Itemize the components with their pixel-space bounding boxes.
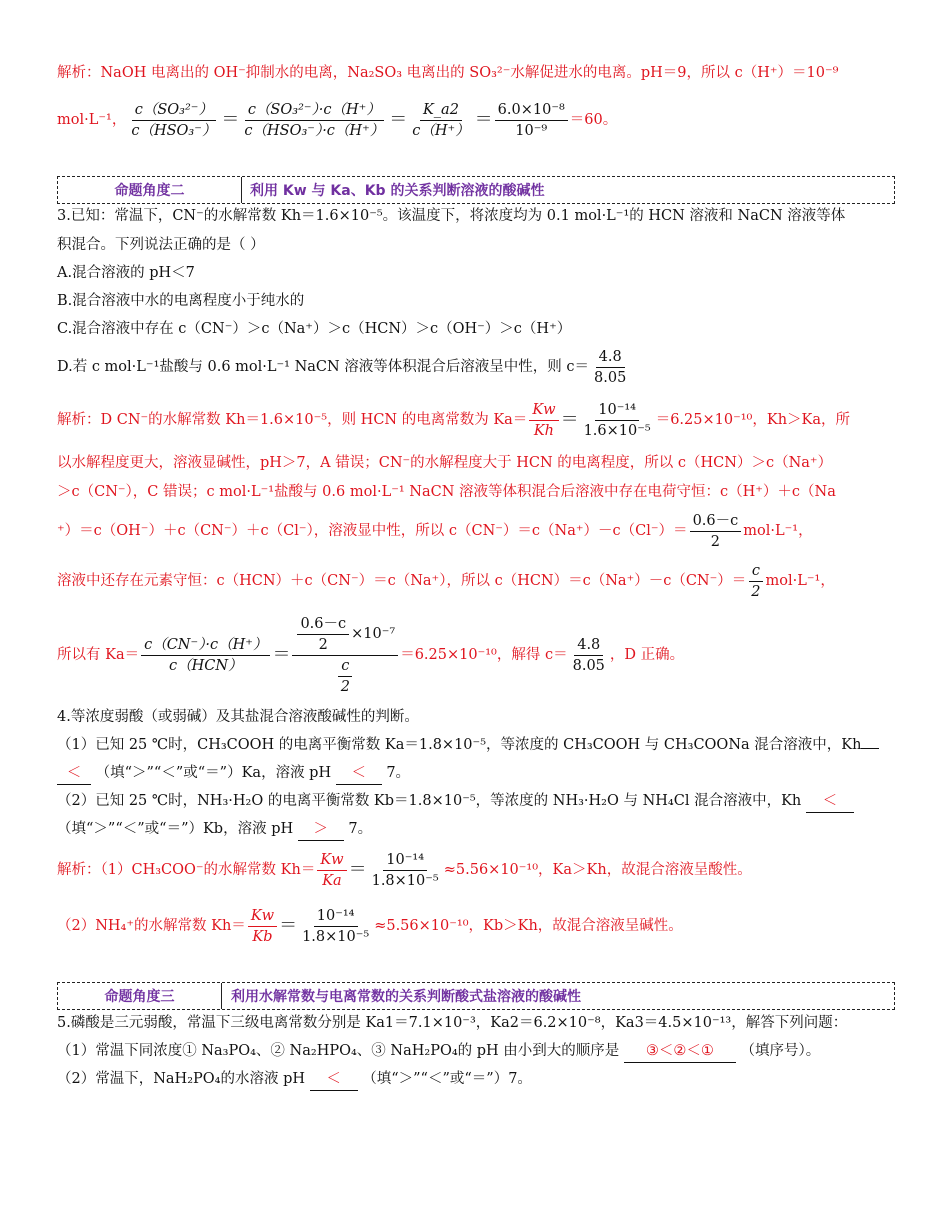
q4-part2-line1: （2）已知 25 ℃时，NH₃·H₂O 的电离平衡常数 Kb＝1.8×10⁻⁵，等浓度的 NH₃·H₂O 与 NH₄Cl 混合溶液中，Kh ＜ (57, 790, 895, 813)
fraction-06-c: $\frac{0.6-c}{2}$ (690, 511, 742, 552)
q4-stem: 4.等浓度弱酸（或弱碱）及其盐混合溶液酸碱性的判断。 (57, 709, 419, 725)
section-header-angle3 (57, 982, 895, 1010)
answer-blank[interactable]: ＜ (336, 762, 382, 785)
divider (241, 177, 242, 203)
fraction-kw-kh: $\frac{Kw}{Kh}$ (529, 400, 558, 441)
divider (221, 983, 222, 1009)
result-text: ＝60。 (569, 112, 618, 128)
q4-part2-line2: （填“＞”“＜”或“＝”）Kb，溶液 pH ＞ 7。 (57, 818, 895, 841)
fraction-values: $\frac{\text{10⁻¹⁴}}{\text{1.8×10⁻⁵}}$ (302, 907, 370, 945)
q3-analysis-line2: 以水解程度更大，溶液显碱性，pH＞7，A 错误；CN⁻的水解程度大于 HCN 的电离程度，所以 c（HCN）＞c（Na⁺） (57, 455, 833, 471)
q4-part1-line2: ＜ （填“＞”“＜”或“＝”）Ka，溶液 pH ＜ 7。 (57, 762, 895, 785)
fraction-values: $\frac{\text{10⁻¹⁴}}{\text{1.8×10⁻⁵}}$ (371, 851, 439, 889)
q3-analysis-line6: 所以有 Ka＝ $\frac{c(CN^-)\cdot c(H^+)}{\text{c（HCN）}}$ ＝ $\frac{0.6-c}{2}$ ×10⁻⁷ $\frac{c}{2}$ ＝6.25×10⁻¹⁰，解得 c＝ $\frac{4.8}{8.05}$ ，D 正确。 (57, 615, 685, 695)
answer-blank[interactable]: ＞ (298, 818, 344, 841)
answer-blank[interactable]: ③＜②＜① (624, 1040, 736, 1063)
fraction-values: $\frac{\text{10⁻¹⁴}}{\text{1.6×10⁻⁵}}$ (583, 401, 651, 439)
fraction-ka2: $\frac{K\_a2}{c(H^+)}$ (412, 101, 470, 139)
section-header-angle2 (57, 176, 895, 204)
section-tag: 命题角度二 (114, 183, 185, 199)
section-title: 利用 Kw 与 Ka、Kb 的关系判断溶液的酸碱性 (250, 183, 545, 199)
top-analysis-line1: 解析：NaOH 电离出的 OH⁻抑制水的电离，Na₂SO₃ 电离出的 SO₃²⁻水解促进水的电离。pH＝9，所以 c（H⁺）＝10⁻⁹ (57, 65, 839, 81)
q3-stem-line2: 积混合。下列说法正确的是（ ） (57, 237, 265, 253)
fraction-c-2: $\frac{c}{2}$ (748, 561, 763, 602)
answer-blank[interactable]: ＜ (806, 790, 854, 813)
answer-blank[interactable]: ＜ (310, 1068, 358, 1091)
answer-blank[interactable]: ＜ (57, 762, 91, 785)
q4-analysis-line1: 解析：（1）CH₃COO⁻的水解常数 Kh＝ $\frac{Kw}{Ka}$ ＝ $\frac{\text{10⁻¹⁴}}{\text{1.8×10⁻⁵}}$ ≈5.56×10⁻¹⁰，Ka＞Kh，故混合溶液呈酸性。 (57, 851, 752, 889)
section-tag: 命题角度三 (104, 989, 175, 1005)
q3-option-b: B.混合溶液中水的电离程度小于纯水的 (57, 293, 305, 309)
unit-text: mol·L⁻¹， (57, 112, 127, 128)
q3-analysis-line5: 溶液中还存在元素守恒：c（HCN）＋c（CN⁻）＝c（Na⁺），所以 c（HCN）＝c（Na⁺）－c（CN⁻）＝ $\frac{c}{2}$ mol·L⁻¹， (57, 562, 835, 600)
fraction-d: $\frac{4.8}{8.05}$ (594, 348, 627, 386)
fraction-so3-hso3: $\frac{\text{c（SO₃²⁻）}}{\text{c（HSO₃⁻）}}$ (131, 101, 217, 139)
q3-analysis-line4: ⁺）＝c（OH⁻）＋c（CN⁻）＋c（Cl⁻），溶液显中性，所以 c（CN⁻）＝c（Na⁺）－c（Cl⁻）＝ $\frac{0.6-c}{2}$ mol·L⁻¹， (57, 512, 813, 550)
q5-stem: 5.磷酸是三元弱酸，常温下三级电离常数分别是 Ka1＝7.1×10⁻³，Ka2＝6.2×10⁻⁸，Ka3＝4.5×10⁻¹³，解答下列问题： (57, 1015, 848, 1031)
q5-part2: （2）常温下，NaH₂PO₄的水溶液 pH ＜ （填“＞”“＜”或“＝”）7。 (57, 1068, 895, 1091)
fraction-expanded: $\frac{\text{c（SO₃²⁻）·c（H⁺）}}{\text{c（HSO₃⁻）·c（H⁺）}}$ (244, 101, 385, 139)
q5-part1: （1）常温下同浓度① Na₃PO₄、② Na₂HPO₄、③ NaH₂PO₄的 pH 由小到大的顺序是 ③＜②＜① （填序号）。 (57, 1040, 895, 1063)
top-analysis-line2: mol·L⁻¹， $\frac{\text{c（SO₃²⁻）}}{\text{c（HSO₃⁻）}}$ ＝ $\frac{\text{c（SO₃²⁻）·c（H⁺）}}{\text{c（HSO₃⁻）·c（H⁺）}}$ ＝ $\frac{K\_a2}{c(H^+)}$ ＝ $\frac{\text{6.0×10⁻⁸}}{\text{10⁻⁹}}$ ＝60。 (57, 101, 618, 139)
fraction-result: $\frac{4.8}{8.05}$ (572, 636, 605, 674)
q4-analysis-line2: （2）NH₄⁺的水解常数 Kh＝ $\frac{Kw}{Kb}$ ＝ $\frac{\text{10⁻¹⁴}}{\text{1.8×10⁻⁵}}$ ≈5.56×10⁻¹⁰，Kb＞Kh，故混合溶液呈碱性。 (57, 907, 683, 945)
q4-part1-line1: （1）已知 25 ℃时，CH₃COOH 的电离平衡常数 Ka＝1.8×10⁻⁵，等浓度的 CH₃COOH 与 CH₃COONa 混合溶液中，Kh (57, 734, 895, 756)
q3-option-a: A.混合溶液的 pH＜7 (57, 265, 195, 281)
q3-analysis-line3: ＞c（CN⁻），C 错误；c mol·L⁻¹盐酸与 0.6 mol·L⁻¹ NaCN 溶液等体积混合后溶液中存在电荷守恒：c（H⁺）＋c（Na (57, 484, 836, 500)
fraction-kw-ka: $\frac{Kw}{Ka}$ (317, 850, 346, 891)
section-title: 利用水解常数与电离常数的关系判断酸式盐溶液的酸碱性 (231, 989, 581, 1005)
fraction-kw-kb: $\frac{Kw}{Kb}$ (248, 906, 277, 947)
q3-option-c: C.混合溶液中存在 c（CN⁻）＞c（Na⁺）＞c（HCN）＞c（OH⁻）＞c（H⁺） (57, 321, 572, 337)
fraction-values: $\frac{\text{6.0×10⁻⁸}}{\text{10⁻⁹}}$ (495, 100, 568, 141)
q3-stem-line1: 3.已知：常温下，CN⁻的水解常数 Kh＝1.6×10⁻⁵。该温度下，将浓度均为 0.1 mol·L⁻¹的 HCN 溶液和 NaCN 溶液等体 (57, 208, 846, 224)
fraction-ka-expression: $\frac{c(CN^-)\cdot c(H^+)}{\text{c（HCN）}}$ (141, 635, 270, 676)
q3-option-d: D.若 c mol·L⁻¹盐酸与 0.6 mol·L⁻¹ NaCN 溶液等体积混合后溶液呈中性，则 c＝ $\frac{4.8}{8.05}$ (57, 344, 895, 390)
q3-analysis-line1: 解析：D CN⁻的水解常数 Kh＝1.6×10⁻⁵，则 HCN 的电离常数为 Ka＝ $\frac{Kw}{Kh}$ ＝ $\frac{\text{10⁻¹⁴}}{\text{1.6×10⁻⁵}}$ ＝6.25×10⁻¹⁰，Kh＞Ka，所 (57, 401, 851, 439)
fraction-compound: $\frac{0.6-c}{2}$ ×10⁻⁷ $\frac{c}{2}$ (292, 614, 398, 697)
